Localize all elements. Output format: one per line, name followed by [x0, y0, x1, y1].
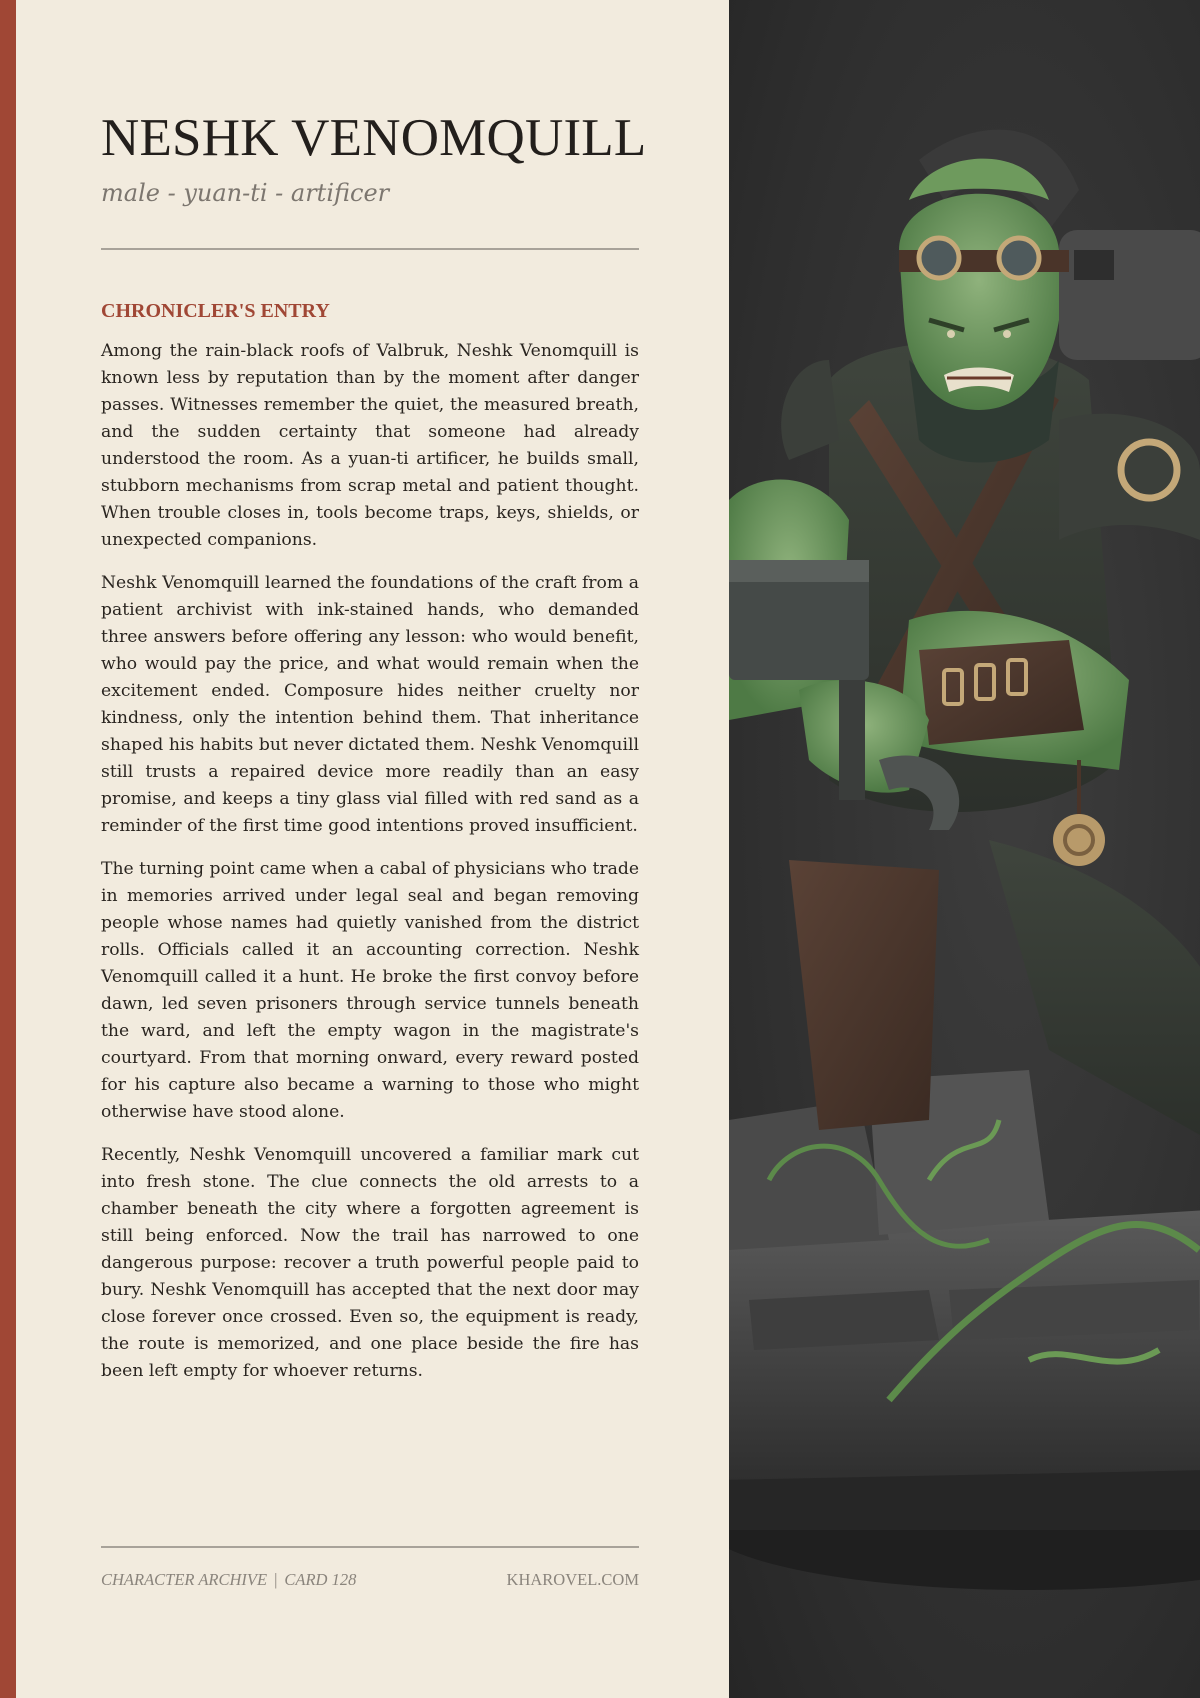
entry-paragraph: Recently, Neshk Venomquill uncovered a familiar mark cut into fresh stone. The clue connects the old arrests to a chamber beneath the city where a forgotten agreement is still being enforced. Now the trail has narrowed to one dangerous purpose: recover a truth powerful people paid to bury. Neshk Venomquill has accepted that the next door may close forever once crossed. Even so, the equipment is ready, the route is memorized, and one place beside the fire has been left empty for whoever returns.: [101, 1145, 639, 1381]
miniature-illustration: [729, 0, 1200, 1698]
section-heading: CHRONICLER'S ENTRY: [101, 300, 330, 322]
footer-archive: [101, 1569, 356, 1591]
archive-label: CHARACTER ARCHIVE: [101, 1570, 268, 1589]
footer-divider: [101, 1546, 639, 1548]
footer-separator: |: [274, 1570, 278, 1589]
entry-paragraph: Among the rain-black roofs of Valbruk, Neshk Venomquill is known less by reputation than by the moment after danger passes. Witnesses remember the quiet, the measured breath, and the sudden certainty that someone had already understood the room. As a yuan-ti artificer, he builds small, stubborn mechanisms from scrap metal and patient thought. When trouble closes in, tools become traps, keys, shields, or unexpected companions.: [101, 341, 639, 550]
character-portrait: [729, 0, 1200, 1698]
entry-body: [101, 338, 639, 1401]
entry-paragraph: Neshk Venomquill learned the foundations of the craft from a patient archivist with ink-stained hands, who demanded three answers before offering any lesson: who would benefit, who would pay the price, and what would remain when the excitement ended. Composure hides neither cruelty nor kindness, only the intention behind them. That inheritance shaped his habits but never dictated them. Neshk Venomquill still trusts a repaired device more readily than an easy promise, and keeps a tiny glass vial filled with red sand as a reminder of the first time good intentions proved insufficient.: [101, 573, 639, 836]
entry-paragraph: The turning point came when a cabal of physicians who trade in memories arrived under legal seal and began removing people whose names had quietly vanished from the district rolls. Officials called it an accounting correction. Neshk Venomquill called it a hunt. He broke the first convoy before dawn, led seven prisoners through service tunnels beneath the ward, and left the empty wagon in the magistrate's courtyard. From that morning onward, every reward posted for his capture also became a warning to those who might otherwise have stood alone.: [101, 859, 639, 1122]
accent-bar: [0, 0, 16, 1698]
character-descriptor: male - yuan-ti - artificer: [101, 179, 390, 207]
header-divider: [101, 248, 639, 250]
footer-site: KHAROVEL.COM: [506, 1570, 639, 1589]
card-number: CARD 128: [284, 1570, 357, 1589]
character-name: NESHK VENOMQUILL: [101, 109, 647, 167]
